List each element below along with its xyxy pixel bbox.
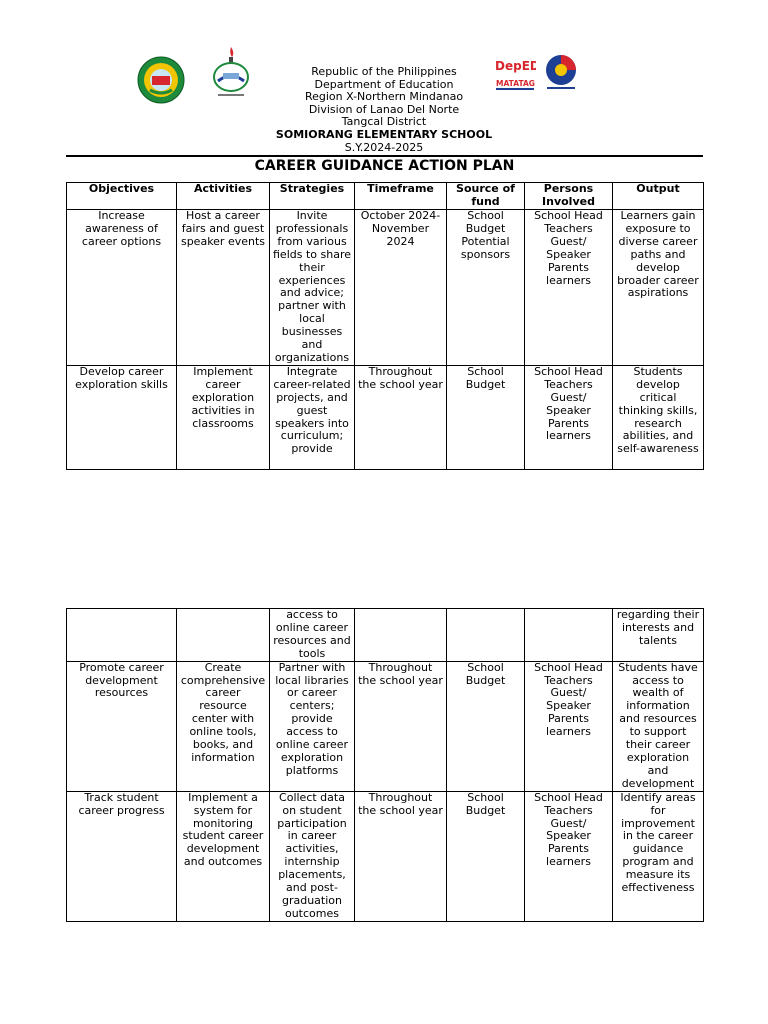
table-cell: regarding their interests and talents	[613, 609, 704, 662]
header-source-of-fund: Source of fund	[447, 183, 525, 210]
header-department: Department of Education	[314, 77, 454, 91]
table-cell: Throughout the school year	[355, 661, 447, 791]
table-cell: Implement a system for monitoring student career development and outcomes	[177, 791, 270, 921]
table-cell: Collect data on student participation in career activities, internship placements, and post-graduation outcomes	[270, 791, 355, 921]
table-cell: Invite professionals from various fields to share their experiences and advice; partner with local businesses and organizations	[270, 210, 355, 366]
header-republic: Republic of the Philippines	[311, 65, 457, 78]
table-cell: School Budget	[447, 365, 525, 469]
table-cell: Identify areas for improvement in the career guidance program and measure its effectiveness	[613, 791, 704, 921]
table-cell: School Head Teachers Guest/ Speaker Parents learners	[525, 791, 613, 921]
table-header-row	[67, 183, 704, 210]
header-divider	[66, 155, 703, 157]
header-region: Region X-Northern Mindanao	[304, 90, 464, 104]
header-school-year: S.Y.2024-2025	[344, 140, 424, 154]
school-seal-logo	[136, 56, 186, 104]
table-cell: School Budget Potential sponsors	[447, 210, 525, 366]
table-cell: Students have access to wealth of information and resources to support their career exploration and development	[613, 661, 704, 791]
table-row	[67, 791, 704, 921]
matatag-wordmark: MATATAG	[496, 79, 535, 88]
table-row	[67, 365, 704, 469]
table-cell: Integrate career-related projects, and guest speakers into curriculum; provide	[270, 365, 355, 469]
table-cell: access to online career resources and tools	[270, 609, 355, 662]
header-activities: Activities	[177, 183, 270, 210]
table-cell	[177, 609, 270, 662]
header-persons-involved: Persons Involved	[525, 183, 613, 210]
header-division: Division of Lanao Del Norte	[308, 102, 460, 116]
table-cell: Host a career fairs and guest speaker events	[177, 210, 270, 366]
table-cell: School Head Teachers Guest/ Speaker Parents learners	[525, 210, 613, 366]
header-objectives: Objectives	[67, 183, 177, 210]
header-school-name: SOMIORANG ELEMENTARY SCHOOL	[275, 127, 493, 141]
table-cell: School Budget	[447, 791, 525, 921]
table-cell: Track student career progress	[67, 791, 177, 921]
table-row	[67, 609, 704, 662]
table-cell: Throughout the school year	[355, 791, 447, 921]
action-plan-table	[66, 182, 704, 470]
table-cell: School Head Teachers Guest/ Speaker Parents learners	[525, 365, 613, 469]
page-title: CAREER GUIDANCE ACTION PLAN	[254, 158, 515, 174]
table-cell	[447, 609, 525, 662]
table-cell: Develop career exploration skills	[67, 365, 177, 469]
letterhead	[200, 66, 568, 154]
table-cell	[355, 609, 447, 662]
deped-wordmark: DepED	[495, 59, 536, 73]
table-cell: School Budget	[447, 661, 525, 791]
table-cell: Students develop critical thinking skills, research abilities, and self-awareness	[613, 365, 704, 469]
table-cell	[525, 609, 613, 662]
table-cell: School Head Teachers Guest/ Speaker Parents learners	[525, 661, 613, 791]
table-cell: Create comprehensive career resource center with online tools, books, and information	[177, 661, 270, 791]
header-timeframe: Timeframe	[355, 183, 447, 210]
table-cell: Increase awareness of career options	[67, 210, 177, 366]
table-cell: Promote career development resources	[67, 661, 177, 791]
table-cell	[67, 609, 177, 662]
table-cell: Throughout the school year	[355, 365, 447, 469]
header-strategies: Strategies	[270, 183, 355, 210]
table-cell: Partner with local libraries or career centers; provide access to online career exploration platforms	[270, 661, 355, 791]
table-cell: October 2024-November 2024	[355, 210, 447, 366]
header-district: Tangcal District	[341, 115, 427, 129]
header-output: Output	[613, 183, 704, 210]
table-row	[67, 661, 704, 791]
table-cell: Learners gain exposure to diverse career paths and develop broader career aspirations	[613, 210, 704, 366]
table-row	[67, 210, 704, 366]
table-cell: Implement career exploration activities in classrooms	[177, 365, 270, 469]
action-plan-table-continued	[66, 608, 704, 922]
